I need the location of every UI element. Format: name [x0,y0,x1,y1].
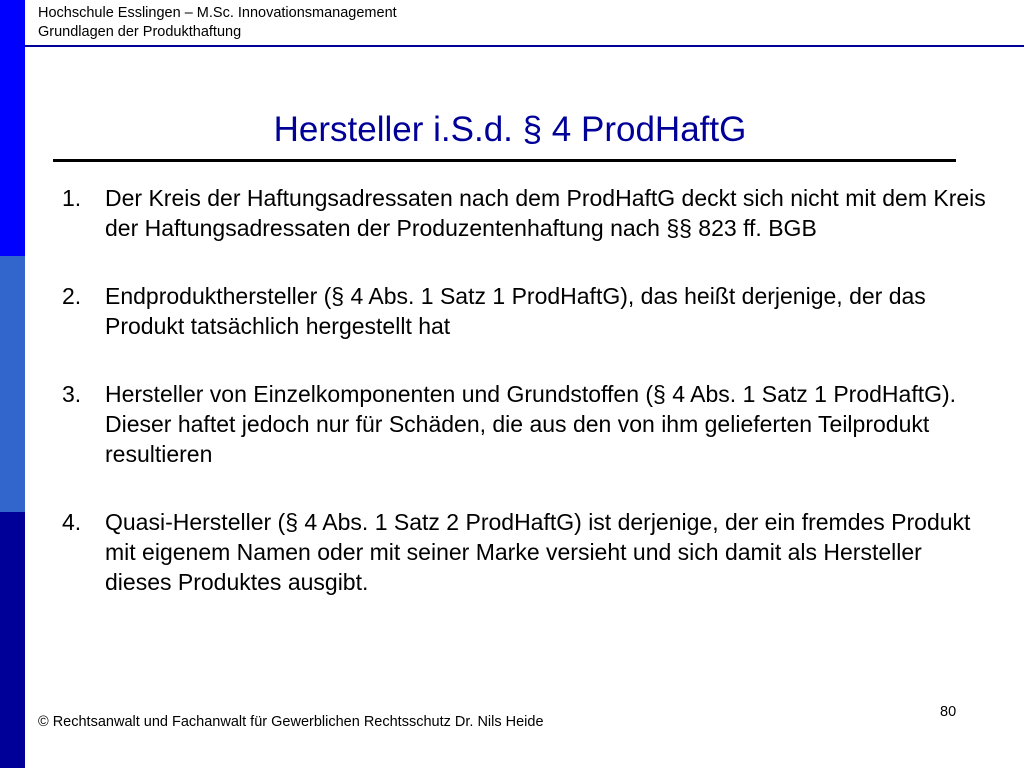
list-item-text: Quasi-Hersteller (§ 4 Abs. 1 Satz 2 ProdHaftG) ist derjenige, der ein fremdes Produkt mit eigenem Namen oder mit seiner Marke versieht und sich damit als Hersteller dieses Produktes ausgibt. [105,509,971,595]
list-item-number: 4. [62,509,82,535]
list-item [62,507,987,597]
list-item-text: Hersteller von Einzelkomponenten und Grundstoffen (§ 4 Abs. 1 Satz 1 ProdHaftG). Dieser haftet jedoch nur für Schäden, die aus den von ihm gelieferten Teilprodukt resultieren [105,381,957,467]
side-bar-segment-top [0,0,25,256]
side-bar-segment-middle [0,256,25,512]
header-course: Grundlagen der Produkthaftung [38,24,242,40]
list-item-number: 1. [62,185,82,211]
list-item [62,183,987,243]
list-item-text: Der Kreis der Haftungsadressaten nach dem ProdHaftG deckt sich nicht mit dem Kreis der Haftungsadressaten der Produzentenhaftung nach §§ 823 ff. BGB [105,185,986,241]
title-underline [53,159,956,162]
numbered-list [62,183,987,635]
list-item-text: Endprodukthersteller (§ 4 Abs. 1 Satz 1 ProdHaftG), das heißt derjenige, der das Produkt tatsächlich hergestellt hat [105,283,926,339]
header-institution: Hochschule Esslingen – M.Sc. Innovationsmanagement [38,5,397,21]
side-bar-segment-bottom [0,512,25,768]
list-item [62,379,987,469]
page-number: 80 [940,704,957,720]
footer-copyright: © Rechtsanwalt und Fachanwalt für Gewerblichen Rechtsschutz Dr. Nils Heide [38,714,544,730]
list-item [62,281,987,341]
list-item-number: 2. [62,283,82,309]
side-color-bar [0,0,25,768]
slide-header [38,4,397,42]
header-divider [25,45,1024,47]
list-item-number: 3. [62,381,82,407]
slide-title: Hersteller i.S.d. § 4 ProdHaftG [273,110,747,149]
